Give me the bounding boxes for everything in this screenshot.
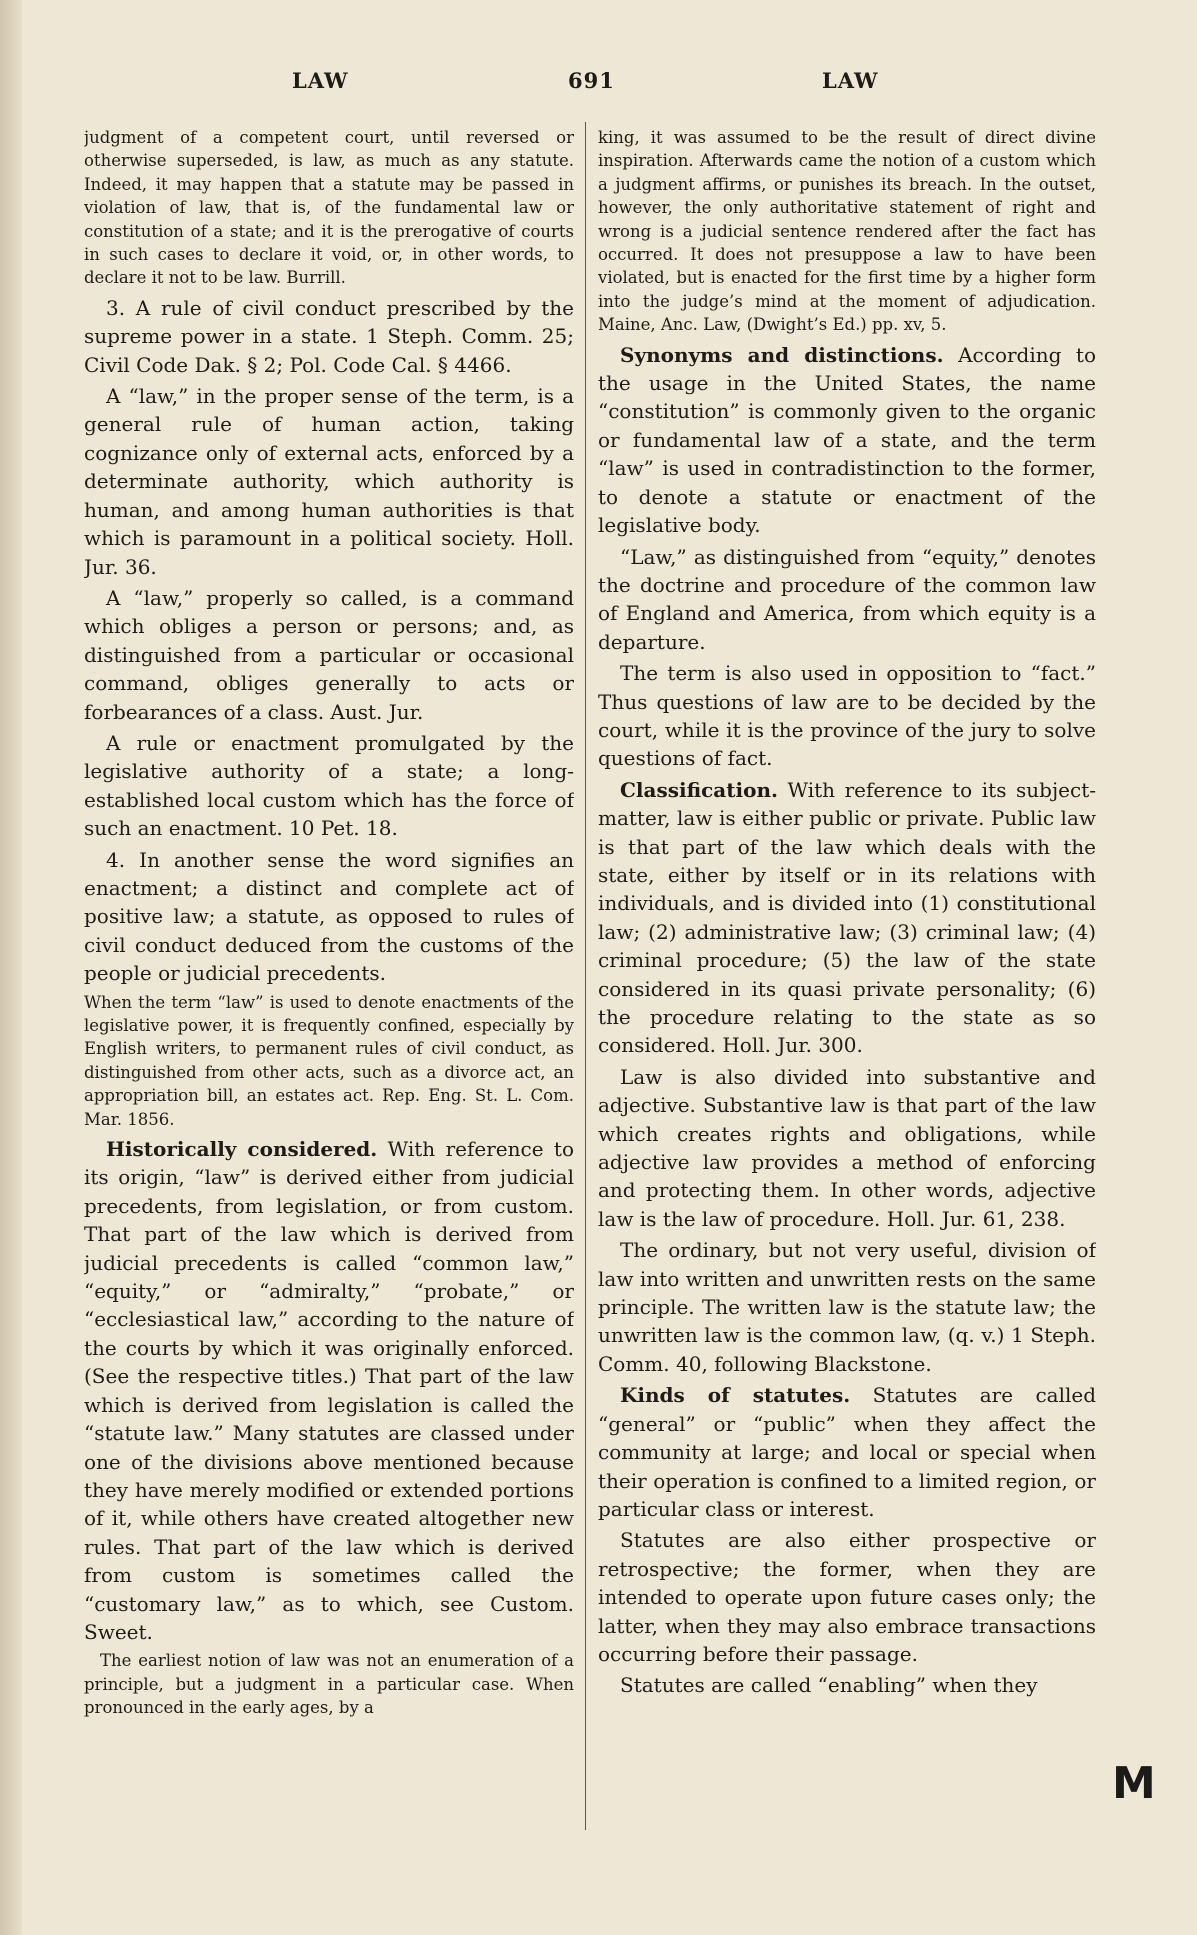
section-caption-synonyms: Synonyms and distinctions. — [620, 342, 944, 367]
left-p8 — [84, 1135, 574, 1646]
left-column — [84, 126, 574, 1831]
section-caption-kinds-of-statutes: Kinds of statutes. — [620, 1383, 851, 1408]
right-p9: Statutes are also either prospective or retrospective; the former, when they are intended to operate upon future cases only; the latter, when they may also embrace transactions occurring before their passage. — [598, 1528, 1096, 1666]
right-p8-body: Statutes are called “general” or “public” when they affect the community at large; and local or special when their operation is confined to a limited region, or particular class or interest. — [598, 1383, 1096, 1521]
right-p5-body: With reference to its subject-matter, law is either public or private. Public law is that part of the law which deals with the state, either by itself or in its relations with individuals, and is divided into (1) constitutional law; (2) administrative law; (3) criminal law; (4) criminal procedure; (5) the law of the state considered in its quasi private personality; (6) the procedure relating to the state as so considered. Holl. Jur. 300. — [598, 777, 1096, 1058]
left-p5: A rule or enactment promulgated by the legislative authority of a state; a long-established local custom which has the force of such an enactment. 10 Pet. 18. — [84, 730, 574, 841]
page-number: 691 — [568, 68, 615, 93]
right-p5 — [598, 776, 1096, 1060]
left-p1: judgment of a competent court, until reversed or otherwise superseded, is law, as much as any statute. Indeed, it may happen that a statute may be passed in violation of law, that is, of the fundamental law or constitution of a state; and it is the prerogative of courts in such cases to declare it void, or, in other words, to declare it not to be law. Burrill. — [84, 128, 574, 288]
header-right-word: LAW — [822, 68, 879, 93]
right-p4: The term is also used in opposition to “fact.” Thus questions of law are to be decided by the court, while it is the province of the jury to solve questions of fact. — [598, 661, 1096, 771]
right-p8 — [598, 1381, 1096, 1523]
header-left-word: LAW — [292, 68, 349, 93]
left-p7: When the term “law” is used to denote enactments of the legislative power, it is frequently confined, especially by English writers, to permanent rules of civil conduct, as distinguished from other acts, such as a divorce act, an appropriation bill, an estates act. Rep. Eng. St. L. Com. Mar. 1856. — [84, 992, 574, 1129]
section-caption-classification: Classification. — [620, 777, 778, 802]
left-p8-body: With reference to its origin, “law” is derived either from judicial precedents, from legislation, or from custom. That part of the law which is derived from judicial precedents is called “common law,” “equity,” or “admiralty,” “probate,” or “ecclesiastical law,” according to the nature of the courts by which it was originally enforced. (See the respective titles.) That part of the law which is derived from legislation is called the “statute law.” Many statutes are classed under one of the divisions above mentioned because they have merely modified or extended portions of it, while others have created altogether new rules. That part of the law which is derived from custom is sometimes called the “customary law,” as to which, see Custom. Sweet. — [84, 1137, 574, 1644]
right-p2 — [598, 341, 1096, 540]
right-p1: king, it was assumed to be the result of direct divine inspiration. Afterwards came the notion of a custom which a judgment affirms, or punishes its breach. In the outset, however, the only authoritative statement of right and wrong is a judicial sentence rendered after the fact has occurred. It does not presuppose a law to have been violated, but is enacted for the first time by a higher form into the judge’s mind at the moment of adjudication. Maine, Anc. Law, (Dwight’s Ed.) pp. xv, 5. — [598, 128, 1096, 335]
right-p3: “Law,” as distinguished from “equity,” denotes the doctrine and procedure of the common law of England and America, from which equity is a departure. — [598, 544, 1096, 654]
running-head — [0, 68, 1197, 104]
section-caption-historically: Historically considered. — [106, 1137, 378, 1162]
page-edge-shadow — [0, 0, 22, 1935]
right-p2-body: According to the usage in the United States, the name “constitution” is commonly given to the organic or fundamental law of a state, and the term “law” is used in contradistinction to the former, to denote a statute or enactment of the legislative body. — [598, 342, 1096, 538]
left-p6: 4. In another sense the word signifies an enactment; a distinct and complete act of positive law; a statute, as opposed to rules of civil conduct deduced from the customs of the people or judicial precedents. — [84, 847, 574, 986]
left-p3: A “law,” in the proper sense of the term, is a general rule of human action, taking cognizance only of external acts, enforced by a determinate authority, which authority is human, and among human authorities is that which is paramount in a political society. Holl. Jur. 36. — [84, 384, 574, 579]
thumb-index-tab: M — [1112, 1758, 1156, 1809]
right-p6: Law is also divided into substantive and adjective. Substantive law is that part of the law which creates rights and obligations, while adjective law provides a method of enforcing and protecting them. In other words, adjective law is the law of procedure. Holl. Jur. 61, 238. — [598, 1064, 1096, 1231]
left-p9: The earliest notion of law was not an enumeration of a principle, but a judgment in a particular case. When pronounced in the early ages, by a — [84, 1651, 574, 1718]
right-p10: Statutes are called “enabling” when they — [620, 1673, 1038, 1698]
right-column — [598, 126, 1096, 1831]
right-p7: The ordinary, but not very useful, division of law into written and unwritten rests on the same principle. The written law is the statute law; the unwritten law is the common law, (q. v.) 1 Steph. Comm. 40, following Blackstone. — [598, 1238, 1096, 1376]
left-p4: A “law,” properly so called, is a command which obliges a person or persons; and, as distinguished from a particular or occasional command, obliges generally to acts or forbearances of a class. Aust. Jur. — [84, 585, 574, 724]
left-p2: 3. A rule of civil conduct prescribed by the supreme power in a state. 1 Steph. Comm. 25; Civil Code Dak. § 2; Pol. Code Cal. § 4466. — [84, 295, 574, 377]
column-divider — [585, 122, 586, 1830]
